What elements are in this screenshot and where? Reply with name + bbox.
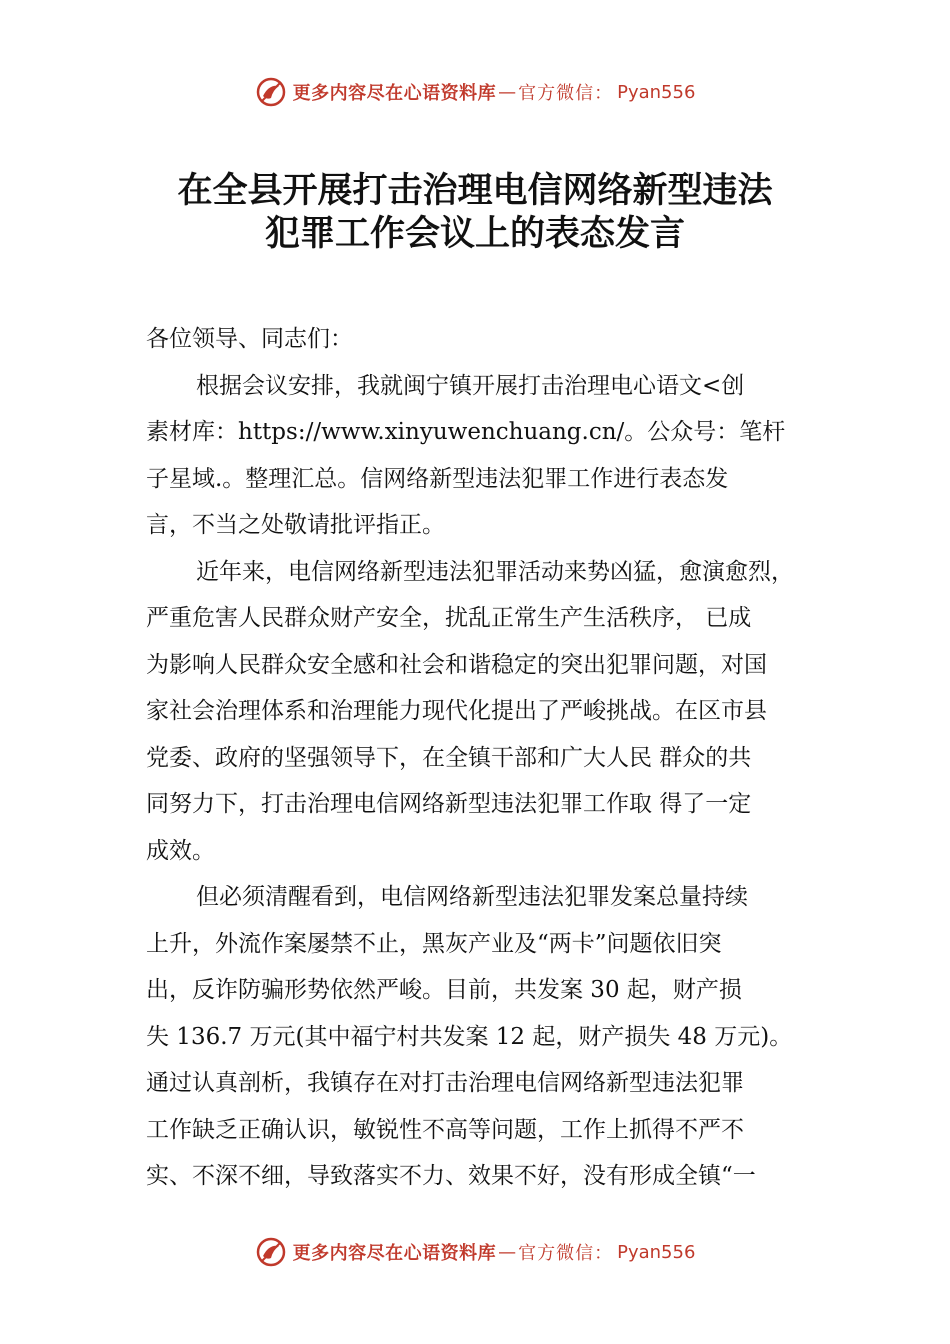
- paragraph-line: 根据会议安排，我就闽宁镇开展打击治理电心语文<创: [196, 372, 745, 399]
- paragraph-line: 上升，外流作案屡禁不止，黑灰产业及“两卡”问题依旧突: [146, 930, 722, 957]
- title-line-1: 在全县开展打击治理电信网络新型违法: [177, 171, 773, 211]
- brand-logo-icon: [255, 76, 287, 108]
- paragraph-3: [146, 874, 846, 1200]
- paragraph-line: 家社会治理体系和治理能力现代化提出了严峻挑战。在区市县: [146, 698, 767, 724]
- document-body: [146, 316, 846, 1200]
- paragraph-line: 素材库：https://www.xinyuwenchuang.cn/。公众号：笔杆: [146, 419, 786, 445]
- watermark-separator: —: [498, 1241, 517, 1263]
- paragraph-line: 工作缺乏正确认识，敏锐性不高等问题，工作上抓得不严不: [146, 1116, 744, 1143]
- paragraph-line: 近年来，电信网络新型违法犯罪活动来势凶猛，愈演愈烈，: [196, 558, 794, 585]
- paragraph-line: 成效。: [146, 837, 215, 864]
- document-title: [0, 170, 950, 256]
- paragraph-line: 子星域.。整理汇总。信网络新型违法犯罪工作进行表态发: [146, 465, 729, 492]
- paragraph-line: 严重危害人民群众财产安全，扰乱正常生产生活秩序， 已成: [146, 605, 752, 631]
- watermark-wechat-id: Pyan556: [617, 81, 696, 103]
- watermark-brand-text: 更多内容尽在心语资料库: [292, 1243, 497, 1264]
- watermark-brand-text: 更多内容尽在心语资料库: [292, 83, 497, 104]
- paragraph-line: 通过认真剖析，我镇存在对打击治理电信网络新型违法犯罪: [146, 1070, 744, 1096]
- paragraph-2: [146, 549, 846, 875]
- footer-watermark: [0, 1232, 950, 1272]
- paragraph-line: 为影响人民群众安全感和社会和谐稳定的突出犯罪问题，对国: [146, 651, 767, 678]
- title-line-2: 犯罪工作会议上的表态发言: [264, 214, 685, 254]
- paragraph-line: 实、不深不细，导致落实不力、效果不好，没有形成全镇“一: [146, 1163, 756, 1189]
- paragraph-line: 但必须清醒看到，电信网络新型违法犯罪发案总量持续: [196, 884, 748, 910]
- paragraph-1: [146, 363, 846, 549]
- paragraph-line: 出，反诈防骗形势依然严峻。目前，共发案 30 起，财产损: [146, 977, 742, 1003]
- paragraph-line: 党委、政府的坚强领导下，在全镇干部和广大人民 群众的共: [146, 744, 752, 771]
- header-watermark: [0, 72, 950, 112]
- salutation: 各位领导、同志们：: [146, 326, 353, 352]
- watermark-label: 官方微信：: [518, 1243, 614, 1264]
- watermark-separator: —: [498, 81, 517, 103]
- paragraph-line: 失 136.7 万元(其中福宁村共发案 12 起，财产损失 48 万元)。: [146, 1023, 793, 1050]
- paragraph-line: 同努力下，打击治理电信网络新型违法犯罪工作取 得了一定: [146, 791, 752, 817]
- paragraph-line: 言，不当之处敬请批评指正。: [146, 512, 445, 538]
- watermark-label: 官方微信：: [518, 83, 614, 104]
- watermark-wechat-id: Pyan556: [617, 1241, 696, 1263]
- brand-logo-icon: [255, 1236, 287, 1268]
